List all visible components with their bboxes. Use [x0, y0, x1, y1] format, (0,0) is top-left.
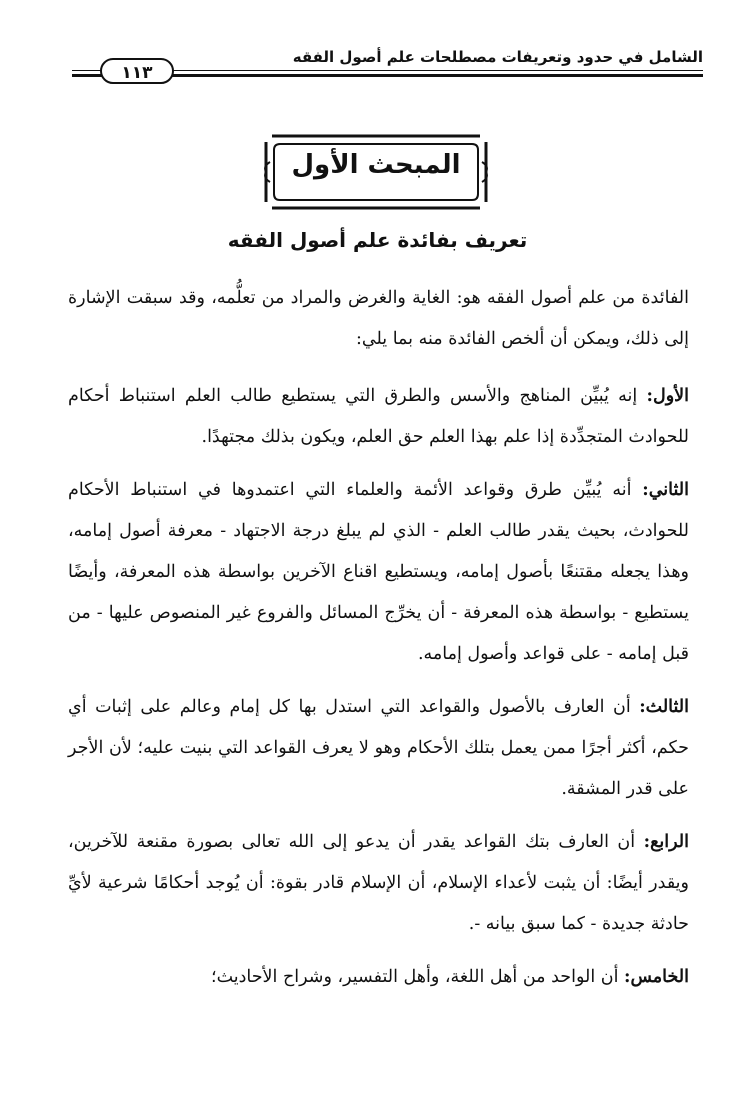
point-text: أنه يُبيِّن طرق وقواعد الأئمة والعلماء التي اعتمدوها في استنباط الأحكام للحوادث، بحيث يقدر طالب العلم - الذي لم يبلغ درجة الاجتهاد - معرفة أصول إمامه، وهذا يجعله مقتنعًا بأصول إمامه، ويستطيع اقناع الآخرين بواسطة هذه المعرفة، وأيضًا يستطيع - بواسطة هذه المعرفة - أن يخرِّج المسائل والفروع غير المنصوص عليها - من قبل إمامه - على قواعد وأصول إمامه.: [68, 480, 689, 664]
point-paragraph: [68, 687, 689, 810]
point-paragraph: [68, 376, 689, 458]
point-label: الرابع:: [643, 832, 689, 852]
running-header: [72, 44, 703, 84]
point-paragraph: [68, 957, 689, 998]
point-label: الأول:: [646, 386, 689, 406]
point-paragraph: [68, 470, 689, 675]
section-title-frame: [262, 132, 490, 212]
point-text: إنه يُبيِّن المناهج والأسس والطرق التي يستطيع طالب العلم استنباط أحكام للحوادث المتجدِّدة إذا علم بهذا العلم حق العلم، ويكون بذلك مجتهدًا.: [68, 386, 689, 447]
point-text: أن الواحد من أهل اللغة، وأهل التفسير، وشراح الأحاديث؛: [211, 967, 625, 987]
point-text: أن العارف بتك القواعد يقدر أن يدعو إلى الله تعالى بصورة مقنعة للآخرين، ويقدر أيضًا: أن يثبت لأعداء الإسلام، أن الإسلام قادر بقوة: أن يُوجد أحكامًا شرعية لأيِّ حادثة جديدة - كما سبق بيانه -.: [68, 832, 689, 934]
section-subtitle: تعريف بفائدة علم أصول الفقه: [227, 228, 528, 252]
point-text: أن العارف بالأصول والقواعد التي استدل بها كل إمام وعالم على إثبات أي حكم، أكثر أجرًا ممن يعمل بتلك الأحكام وهو لا يعرف القواعد التي بنيت عليه؛ لأن الأجر على قدر المشقة.: [68, 697, 689, 799]
point-label: الخامس:: [624, 967, 689, 987]
main-text: [68, 278, 689, 1010]
section-title: المبحث الأول: [291, 150, 461, 180]
point-paragraph: [68, 822, 689, 945]
intro-paragraph: الفائدة من علم أصول الفقه هو: الغاية والغرض والمراد من تعلُّمه، وقد سبقت الإشارة إلى ذلك، ويمكن أن ألخص الفائدة منه بما يلي:: [68, 288, 689, 349]
book-title: الشامل في حدود وتعريفات مصطلحات علم أصول الفقه: [292, 48, 703, 66]
point-label: الثالث:: [639, 697, 689, 717]
page-number: ١١٣: [100, 58, 174, 84]
point-label: الثاني:: [642, 480, 689, 500]
